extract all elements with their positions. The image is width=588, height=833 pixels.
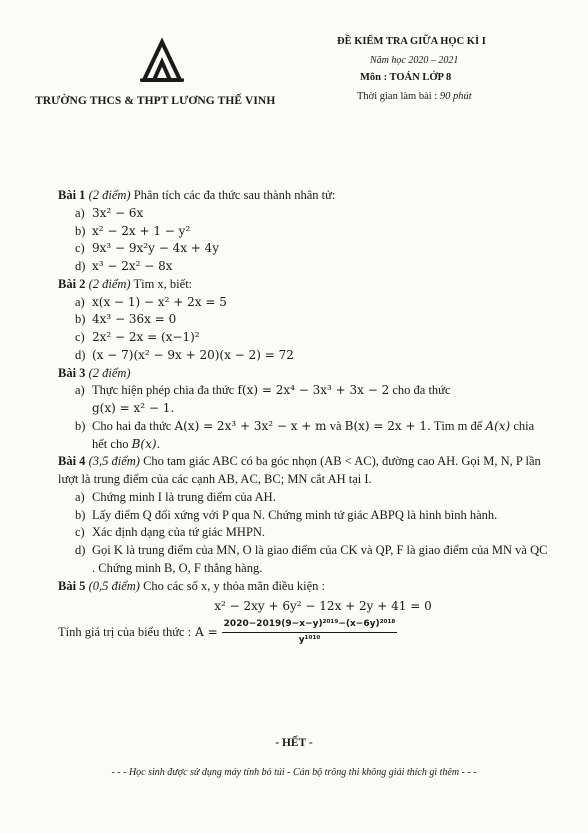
problem-1-item-c: c) 9x³ − 9x²y − 4x + 4y bbox=[75, 241, 220, 256]
time-label: Thời gian làm bài : bbox=[357, 91, 438, 102]
problem-2-heading bbox=[58, 276, 548, 294]
fraction-numerator: 2020−2019(9−x−y)²⁰¹⁹−(x−6y)²⁰¹⁸ bbox=[222, 618, 398, 633]
expression-label: Tính giá trị của biểu thức : bbox=[58, 624, 192, 639]
problem-1-item-b: b) x² − 2x + 1 − y² bbox=[75, 223, 191, 238]
problem-1-item-a: a) 3x² − 6x bbox=[75, 205, 144, 220]
problem-1-heading bbox=[58, 187, 548, 205]
problem-2-item-c: c) 2x² − 2x = (x−1)² bbox=[75, 330, 200, 344]
problem-5-points: (0,5 điểm) bbox=[88, 578, 140, 593]
problem-1-title: Bài 1 bbox=[58, 188, 86, 202]
problem-4-points: (3,5 điểm) bbox=[88, 454, 140, 469]
problem-4-item-d: d) Gọi K là trung điểm của MN, O là giao điểm của CK và QP, F là giao điểm của MN và QC . Chứng minh B, O, F thẳng hàng. bbox=[75, 543, 548, 575]
problem-4-item-c: c) Xác định dạng của tứ giác MHPN. bbox=[75, 525, 266, 540]
problem-4-item-b: b) Lấy điểm Q đối xứng với P qua N. Chứng minh tứ giác ABPQ là hình bình hành. bbox=[75, 507, 498, 522]
problem-3-heading bbox=[58, 365, 548, 383]
school-year: Năm học 2020 – 2021 bbox=[370, 55, 459, 66]
problem-5-expression bbox=[58, 618, 548, 647]
exam-title: ĐỀ KIỂM TRA GIỮA HỌC KÌ I bbox=[337, 36, 486, 47]
expression-lhs: A = bbox=[195, 625, 218, 640]
problem-1-text: Phân tích các đa thức sau thành nhân tử: bbox=[133, 188, 336, 202]
problem-1-points: (2 điểm) bbox=[88, 188, 131, 202]
problem-2-items bbox=[58, 294, 548, 365]
problem-3-items bbox=[58, 382, 548, 453]
problem-1-item-d: d) x³ − 2x² − 8x bbox=[75, 259, 173, 273]
problem-1-items bbox=[58, 205, 548, 276]
problem-5-heading bbox=[58, 578, 548, 596]
problem-2-points: (2 điểm) bbox=[88, 276, 131, 291]
problem-4-text: Cho tam giác ABC có ba góc nhọn (AB < AC), đường cao AH. Gọi M, N, P lần lượt là trung điểm của các cạnh AB, AC, BC; MN cắt AH tại I. bbox=[58, 454, 541, 486]
fraction-denominator: y¹⁰¹⁰ bbox=[298, 635, 321, 646]
problem-2-title: Bài 2 bbox=[58, 276, 86, 291]
problem-2-text: Tìm x, biết: bbox=[133, 276, 193, 291]
problem-2-item-d: d) (x − 7)(x² − 9x + 20)(x − 2) = 72 bbox=[75, 347, 294, 362]
exam-time bbox=[357, 91, 472, 102]
problem-5-title: Bài 5 bbox=[58, 578, 86, 593]
problem-3-item-b: b) Cho hai đa thức A(x) = 2x³ + 3x² − x + m và B(x) = 2x + 1. Tìm m để A(x) chia hết cho B(x). bbox=[75, 418, 535, 451]
problem-4-item-a: a) Chứng minh I là trung điểm của AH. bbox=[75, 489, 276, 504]
problem-3-points: (2 điểm) bbox=[88, 365, 131, 380]
school-name: TRƯỜNG THCS & THPT LƯƠNG THẾ VINH bbox=[35, 95, 276, 107]
time-value: 90 phút bbox=[439, 91, 472, 102]
footer-note: - - - Học sinh được sử dụng máy tính bỏ túi - Cán bộ trông thi không giải thích gì thêm - - - bbox=[111, 767, 477, 778]
expression-fraction bbox=[222, 618, 398, 647]
problem-4-heading bbox=[58, 453, 548, 489]
problem-5-equation: x² − 2xy + 6y² − 12x + 2y + 41 = 0 bbox=[214, 599, 432, 614]
school-logo bbox=[138, 36, 186, 84]
problem-4-title: Bài 4 bbox=[58, 454, 86, 469]
exam-subject: Môn : TOÁN LỚP 8 bbox=[360, 72, 452, 83]
problem-3-item-a: a) Thực hiện phép chia đa thức f(x) = 2x⁴ − 3x³ + 3x − 2 cho đa thức g(x) = x² − 1. bbox=[75, 383, 451, 415]
exam-content bbox=[58, 187, 548, 647]
end-marker: - HẾT - bbox=[275, 737, 313, 749]
problem-2-item-b: b) 4x³ − 36x = 0 bbox=[75, 312, 177, 327]
problem-2-item-a: a) x(x − 1) − x² + 2x = 5 bbox=[75, 294, 227, 309]
problem-5-text: Cho các số x, y thỏa mãn điều kiện : bbox=[143, 578, 325, 593]
problem-3-title: Bài 3 bbox=[58, 365, 86, 380]
problem-4-items bbox=[58, 489, 548, 578]
